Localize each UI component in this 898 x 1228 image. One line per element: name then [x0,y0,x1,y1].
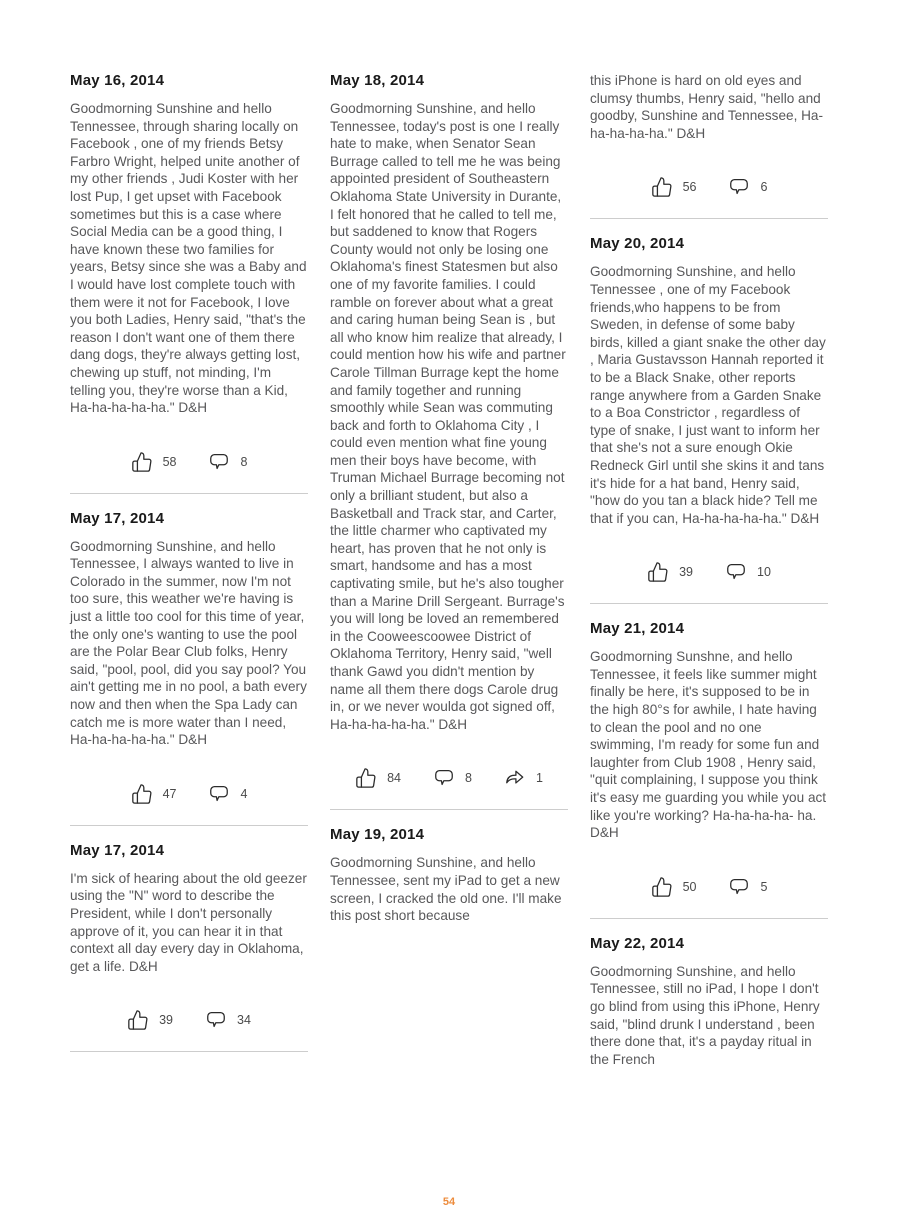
post-date: May 20, 2014 [590,235,685,253]
comment-count: 8 [465,771,472,786]
like-count: 39 [679,565,693,580]
like-count: 50 [682,879,697,894]
comment-icon [208,783,230,805]
page-number: 54 [442,1196,456,1208]
post-divider [590,603,828,604]
comment-stat [728,876,767,898]
column-2 [330,72,568,1068]
post-divider [590,218,828,219]
like-count: 84 [387,771,401,786]
post-stats [70,783,308,805]
post-body: Goodmorning Sunshine, and hello Tennessee, still no iPad, I hope I don't go blind from using this iPhone, Henry said, "blind drunk I understand , been there done that, it's a payday ritual in the French [590,963,820,1067]
like-count: 58 [162,454,177,469]
share-stat [504,767,543,789]
post [590,235,828,604]
thumbs-up-icon [647,561,669,583]
like-count: 39 [159,1013,173,1028]
comment-stat [208,451,247,473]
post-date: May 17, 2014 [70,509,165,527]
post-date: May 16, 2014 [70,72,165,89]
post-divider [590,918,828,919]
comment-stat [205,1009,251,1031]
comment-stat [208,783,247,805]
page-content [70,72,828,1068]
post-date: May 17, 2014 [70,841,165,859]
post [590,935,828,1069]
comment-count: 5 [760,879,768,894]
post-date: May 21, 2014 [590,620,685,638]
post-date: May 19, 2014 [330,826,425,844]
share-icon [504,767,526,789]
post-divider [70,493,308,494]
post [330,72,568,810]
like-stat [651,176,697,198]
like-stat [127,1009,173,1031]
thumbs-up-icon [651,176,673,198]
like-stat [131,783,177,805]
post [70,72,308,494]
comment-icon [205,1009,227,1031]
post-body: Goodmorning Sunshne, and hello Tennessee, it feels like summer might finally be here, it's supposed to be in the high 80°s for awhile, I hate having to clean the pool and no one swimming, I'm ready for some fun and laughter from Club 1908 , Henry said, "quit complaining, I suppose you think it's easy me guarding you while you act like you're working? Ha-ha-ha-ha- ha. D&H [590,649,827,841]
post-body: Goodmorning Sunshine, and hello Tennessee, I always wanted to live in Colorado in the summer, now I'm not too sure, this weather we're having is just a little too cool for this time of year, the only one's wanting to use the pool are the Polar Bear Club folks, Henry said, "pool, pool, did you say pool? You ain't getting me in no pool, a bath every now and then when the Spa Lady can catch me is more water than I need, Ha-ha-ha-ha-ha." D&H [70,538,307,748]
comment-count: 4 [240,786,248,801]
column-3 [590,72,828,1068]
post-stats [70,1009,308,1031]
like-stat [651,876,697,898]
comment-stat [725,561,771,583]
post-body: Goodmorning Sunshine, and hello Tennessee, sent my iPad to get a new screen, I cracked the old one. I'll make this post short because [330,855,562,924]
like-count: 47 [162,786,177,801]
comment-count: 8 [240,454,248,469]
comment-icon [725,561,747,583]
comment-icon [433,767,455,789]
post-date: May 22, 2014 [590,934,685,952]
post-stats [590,176,828,198]
post-body: Goodmorning Sunshine and hello Tennessee, through sharing locally on Facebook , one of my friends Betsy Farbro Wright, helped unite another of my other friends , Judi Koster with her lost Pup, I get upset with Facebook sometimes but this is a case where Social Media can be a good thing, I have known these two families for years, Betsy since she was a Baby and I would have lost complete touch with them were it not for Facebook, I love you both Ladies, Henry said, "that's the reason I don't want one of them there dang dogs, they're always getting lost, chewing up stuff, not minding, I'm telling you, they're worse than a Kid, Ha-ha-ha-ha-ha." D&H [70,101,307,416]
post [590,620,828,919]
post-body: I'm sick of hearing about the old geezer using the "N" word to describe the President, while I don't personally approve of it, you can hear it in that context all day every day in Oklahoma, get a life. D&H [70,870,307,974]
like-stat [647,561,693,583]
comment-count: 10 [757,565,771,580]
comment-icon [728,876,750,898]
thumbs-up-icon [131,451,153,473]
like-count: 56 [682,180,697,195]
post-date: May 18, 2014 [330,72,425,89]
like-stat [131,451,177,473]
thumbs-up-icon [131,783,153,805]
post-body: Goodmorning Sunshine, and hello Tennessee, today's post is one I really hate to make, when Senator Sean Burrage called to tell me he was being appointed president of Southeastern Oklahoma State University in Durante, I felt honored that he called to tell me, but saddened to know that Rogers County would not only be losing one Oklahoma's finest Statesmen but also one of my favorite families. I could ramble on forever about what a great and caring human being Sean is , but all who know him realize that already, I could mention how his wife and partner Carole Tillman Burrage kept the home and family together and running smoothly while Sean was commuting back and forth to Oklahoma City , I could even mention what fine young men their boys have become, with Truman Michael Burrage becoming not only a brilliant student, but also a Basketball and Track star, and Carter, the little charmer who captivated my heart, has proven that he not only is smart, handsome and has a most captivating smile, but he's also tougher than a Marine Drill Sergeant. Burrage's you will long be loved an remembered in the Cooweescoowee District of Oklahoma Territory, Henry said, "well thank Gawd you didn't mention by name all them there dogs Carole drug in, or we never woulda got signed off, Ha-ha-ha-ha-ha." D&H [330,101,566,732]
column-1 [70,72,308,1068]
thumbs-up-icon [651,876,673,898]
post-stats [330,767,568,789]
post-body: Goodmorning Sunshine, and hello Tennessee , one of my Facebook friends,who happens to be from Sweden, in defense of some baby birds, killed a giant snake the other day , Maria Gustavsson Hannah reported it to be a Black Snake, other reports range anywhere from a Garden Snake to a Boa Constrictor , regardless of type of snake, I just want to inform her that she's not a sure enough Okie Redneck Girl until she skins it and tans it's hide for a hat band, Henry said, "how do you tan a black hide? Tell me that if you can, Ha-ha-ha-ha-ha." D&H [590,264,826,526]
thumbs-up-icon [127,1009,149,1031]
post-divider [330,809,568,810]
post-divider [70,1051,308,1052]
like-stat [355,767,401,789]
thumbs-up-icon [355,767,377,789]
post-stats [590,876,828,898]
post-stats [70,451,308,473]
post-stats [590,561,828,583]
comment-count: 6 [760,180,768,195]
comment-icon [208,451,230,473]
comment-stat [728,176,767,198]
post-continuation [590,72,828,219]
post [70,842,308,1053]
post-body: this iPhone is hard on old eyes and clumsy thumbs, Henry said, "hello and goodby, Sunshine and Tennessee, Ha-ha-ha-ha-ha." D&H [590,73,824,141]
share-count: 1 [535,771,543,786]
post [70,510,308,826]
comment-icon [728,176,750,198]
post [330,826,568,924]
comment-count: 34 [237,1013,251,1028]
post-divider [70,825,308,826]
comment-stat [433,767,472,789]
